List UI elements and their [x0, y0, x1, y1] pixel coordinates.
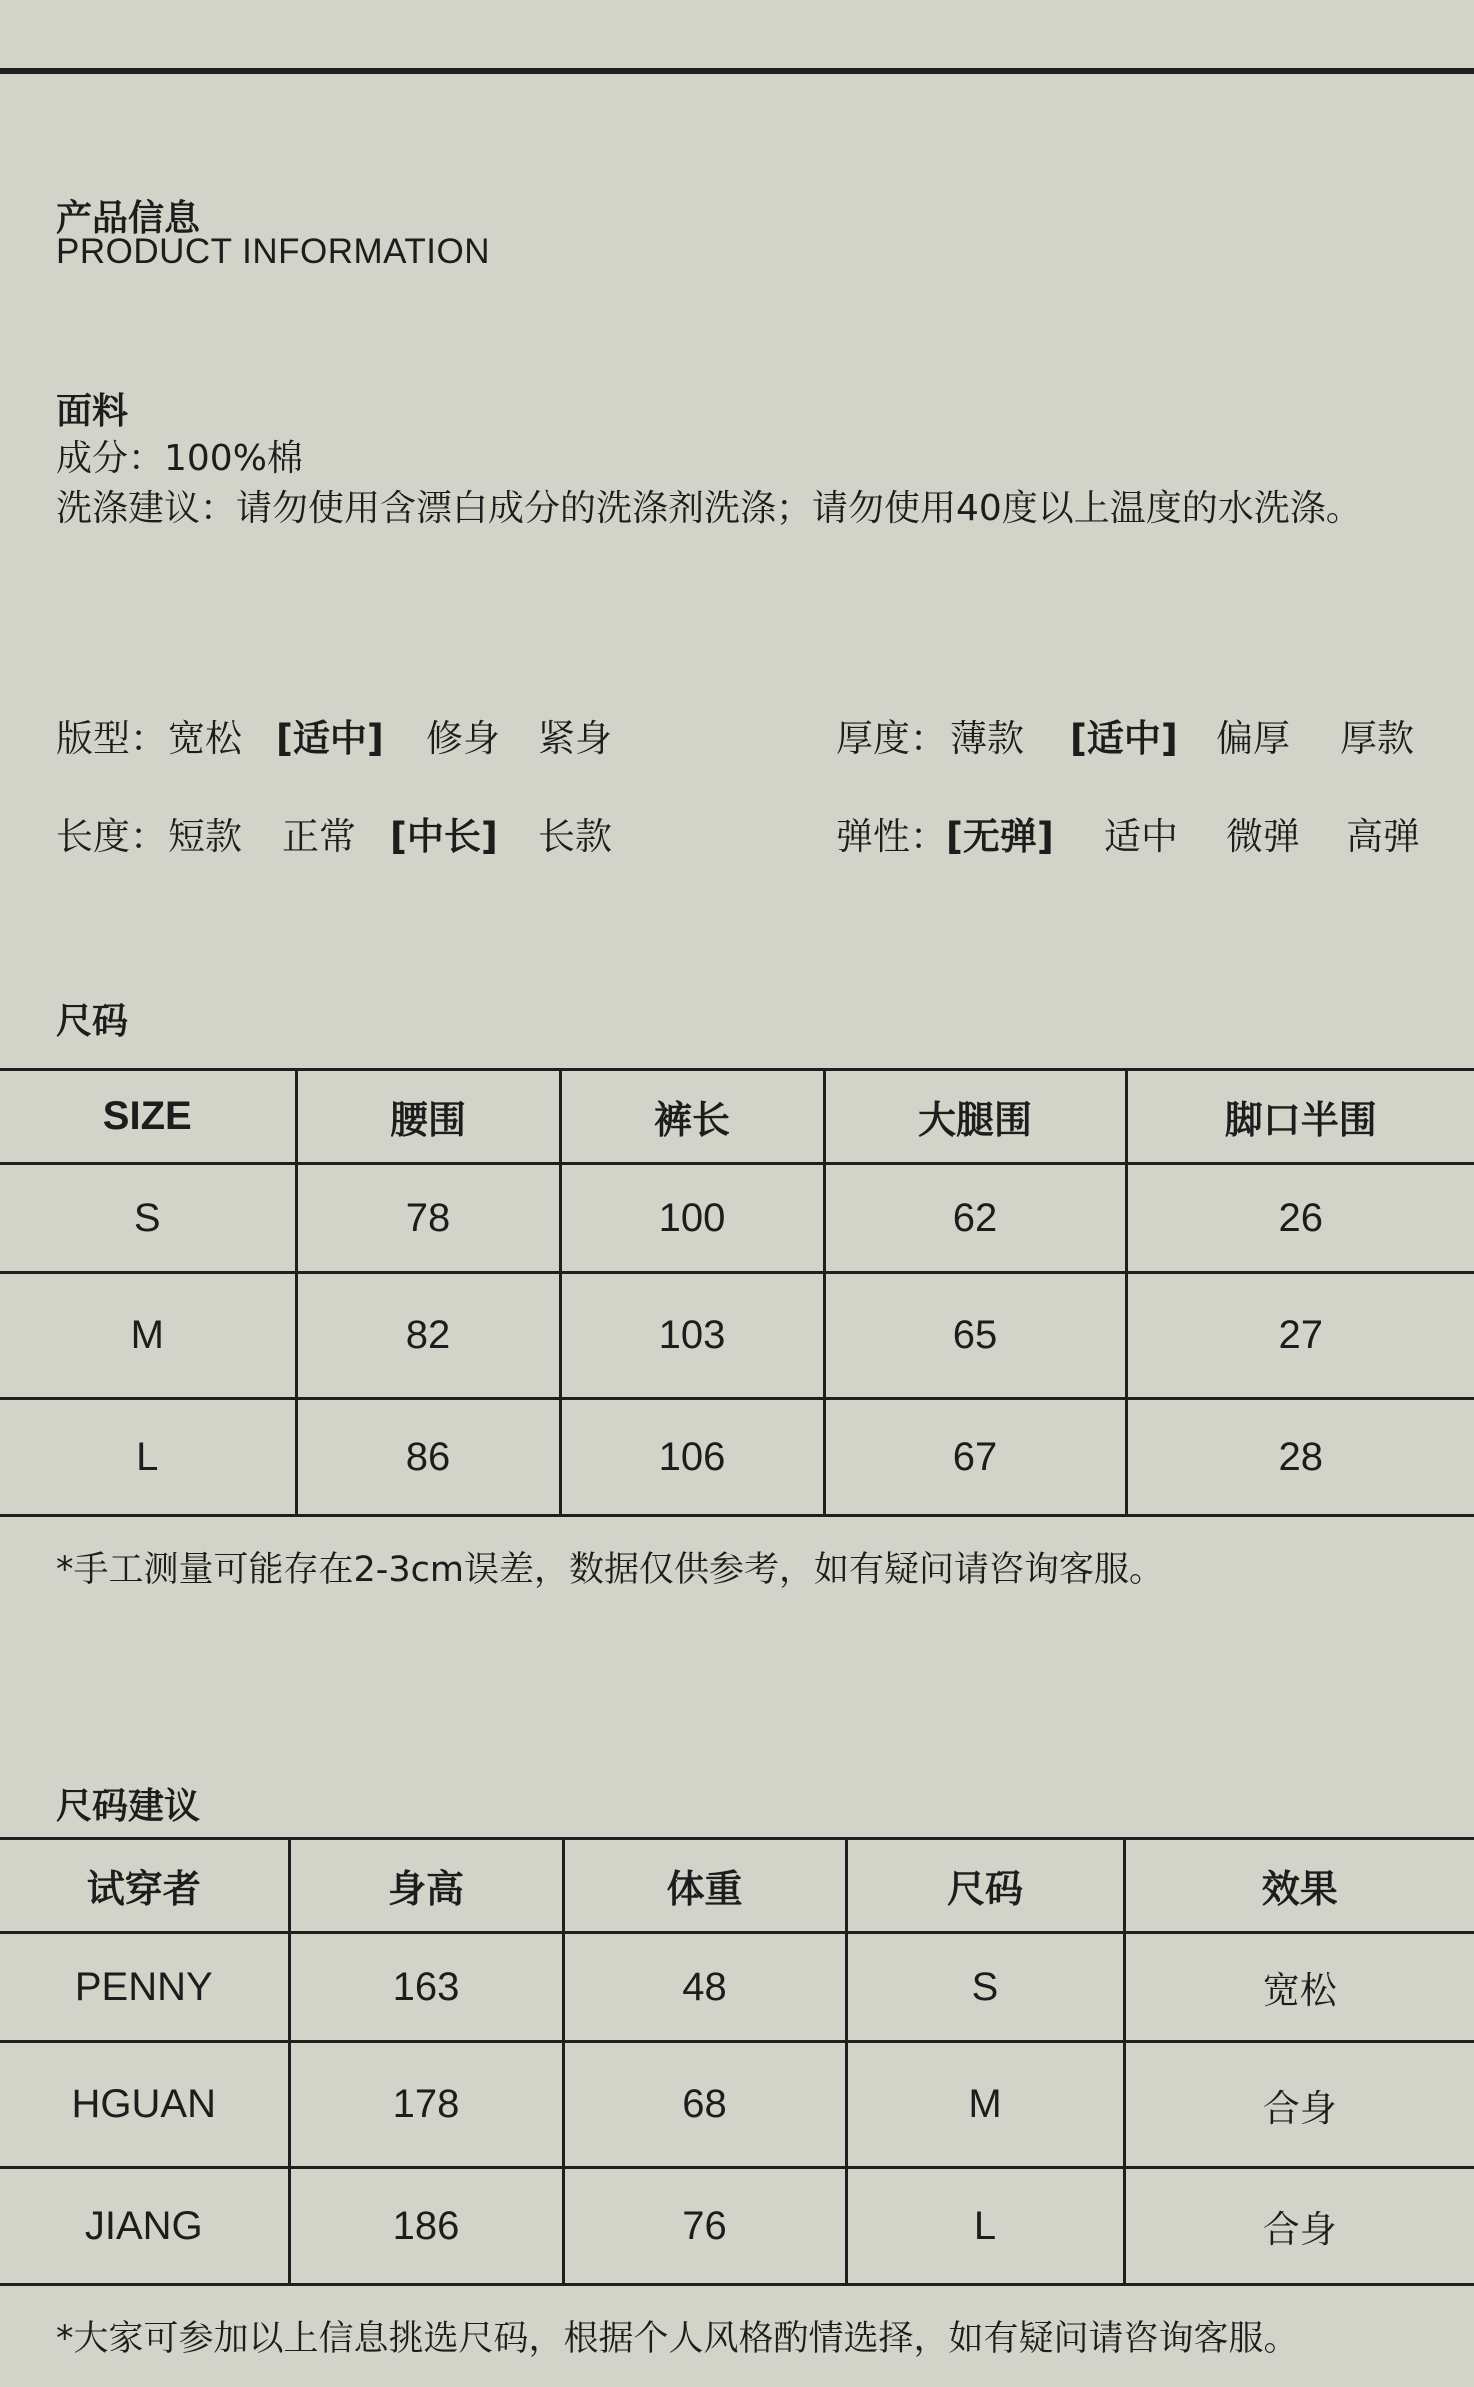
- section-title-cn: 产品信息: [56, 198, 201, 239]
- cell-effect: 宽松: [1124, 1933, 1474, 2042]
- size-advice-table: [0, 1837, 1474, 2286]
- cell-thigh: 65: [824, 1273, 1126, 1399]
- header-hem: 脚口半围: [1126, 1070, 1474, 1164]
- size-chart-title: 尺码: [56, 1001, 129, 1042]
- table-row: [0, 1273, 1474, 1399]
- cell-waist: 86: [296, 1399, 560, 1516]
- cell-size: L: [0, 1399, 296, 1516]
- attr-fit-option: 宽松: [168, 717, 242, 760]
- header-weight: 体重: [563, 1839, 846, 1933]
- attr-fit-option-selected: [适中]: [276, 717, 384, 760]
- cell-length: 100: [560, 1164, 824, 1273]
- cell-size: M: [846, 2042, 1124, 2168]
- table-row: [0, 1399, 1474, 1516]
- cell-size: L: [846, 2168, 1124, 2285]
- cell-height: 186: [289, 2168, 563, 2285]
- table-row: [0, 2042, 1474, 2168]
- attr-length-label: 长度：: [56, 815, 167, 858]
- fabric-wash-advice: 洗涤建议：请勿使用含漂白成分的洗涤剂洗涤；请勿使用40度以上温度的水洗涤。: [56, 488, 1362, 529]
- top-divider: [0, 68, 1474, 74]
- attr-elasticity-label: 弹性：: [836, 815, 947, 858]
- header-size: 尺码: [846, 1839, 1124, 1933]
- cell-tester: JIANG: [0, 2168, 289, 2285]
- attr-fit-option: 修身: [426, 717, 500, 760]
- attr-thickness-option: 厚款: [1340, 717, 1414, 760]
- cell-waist: 82: [296, 1273, 560, 1399]
- cell-effect: 合身: [1124, 2168, 1474, 2285]
- attr-length-option-selected: [中长]: [390, 815, 498, 858]
- cell-hem: 28: [1126, 1399, 1474, 1516]
- size-chart-table: [0, 1068, 1474, 1517]
- attr-elasticity-option: 高弹: [1346, 815, 1420, 858]
- cell-length: 103: [560, 1273, 824, 1399]
- cell-weight: 68: [563, 2042, 846, 2168]
- attr-thickness-option-selected: [适中]: [1070, 717, 1178, 760]
- cell-length: 106: [560, 1399, 824, 1516]
- attr-thickness-option: 偏厚: [1216, 717, 1290, 760]
- header-size: SIZE: [0, 1070, 296, 1164]
- header-thigh: 大腿围: [824, 1070, 1126, 1164]
- attr-fit-label: 版型：: [56, 717, 167, 760]
- attr-length-option: 正常: [282, 815, 356, 858]
- fabric-title: 面料: [56, 391, 129, 432]
- attr-thickness-label: 厚度：: [836, 717, 947, 760]
- cell-size: S: [846, 1933, 1124, 2042]
- attr-elasticity-option: 适中: [1104, 815, 1178, 858]
- attr-length-option: 短款: [168, 815, 242, 858]
- cell-weight: 48: [563, 1933, 846, 2042]
- section-title-en: PRODUCT INFORMATION: [56, 232, 491, 271]
- table-row: [0, 1164, 1474, 1273]
- cell-effect: 合身: [1124, 2042, 1474, 2168]
- cell-thigh: 67: [824, 1399, 1126, 1516]
- cell-size: M: [0, 1273, 296, 1399]
- cell-thigh: 62: [824, 1164, 1126, 1273]
- cell-hem: 26: [1126, 1164, 1474, 1273]
- cell-tester: HGUAN: [0, 2042, 289, 2168]
- table-row: [0, 2168, 1474, 2285]
- header-waist: 腰围: [296, 1070, 560, 1164]
- header-tester: 试穿者: [0, 1839, 289, 1933]
- header-length: 裤长: [560, 1070, 824, 1164]
- table-row: [0, 1933, 1474, 2042]
- cell-weight: 76: [563, 2168, 846, 2285]
- cell-hem: 27: [1126, 1273, 1474, 1399]
- table-header-row: [0, 1070, 1474, 1164]
- size-advice-title: 尺码建议: [56, 1786, 201, 1827]
- cell-height: 163: [289, 1933, 563, 2042]
- cell-size: S: [0, 1164, 296, 1273]
- size-advice-note: *大家可参加以上信息挑选尺码，根据个人风格酌情选择，如有疑问请咨询客服。: [56, 2319, 1299, 2359]
- attr-fit-option: 紧身: [538, 717, 612, 760]
- cell-tester: PENNY: [0, 1933, 289, 2042]
- table-header-row: [0, 1839, 1474, 1933]
- header-height: 身高: [289, 1839, 563, 1933]
- attr-length-option: 长款: [538, 815, 612, 858]
- attr-elasticity-option-selected: [无弹]: [946, 815, 1054, 858]
- attr-elasticity-option: 微弹: [1226, 815, 1300, 858]
- fabric-composition: 成分：100%棉: [56, 438, 303, 479]
- cell-waist: 78: [296, 1164, 560, 1273]
- size-chart-note: *手工测量可能存在2-3cm误差，数据仅供参考，如有疑问请咨询客服。: [56, 1550, 1165, 1590]
- header-effect: 效果: [1124, 1839, 1474, 1933]
- cell-height: 178: [289, 2042, 563, 2168]
- attr-thickness-option: 薄款: [950, 717, 1024, 760]
